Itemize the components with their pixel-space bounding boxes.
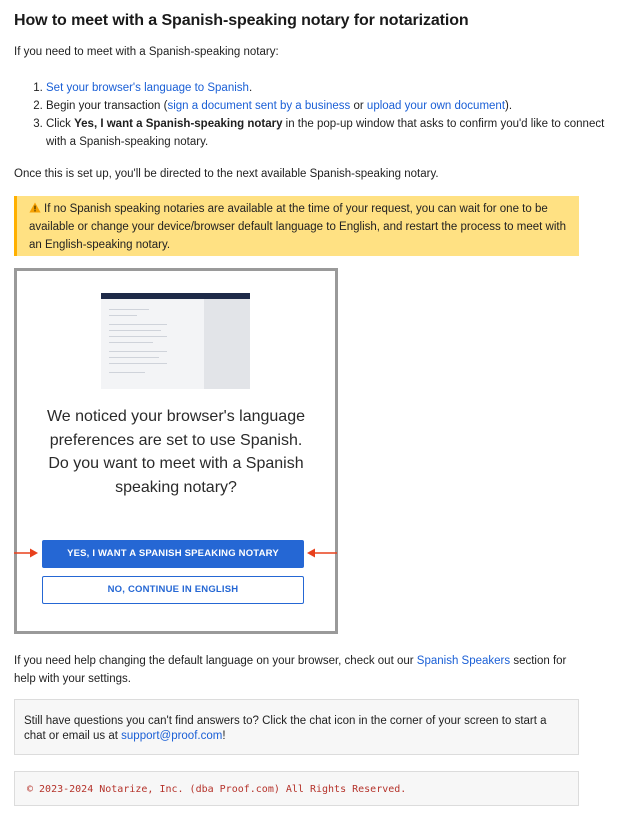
warning-callout [14, 196, 579, 256]
after-setup-text: Once this is set up, you'll be directed to the next available Spanish-speaking notary. [14, 168, 439, 180]
modal-question: We noticed your browser's language preferences are set to use Spanish. Do you want to meet with a Spanish speaking notary? [46, 408, 305, 496]
spanish-speakers-link[interactable]: Spanish Speakers [416, 655, 511, 667]
step-1: 1. Set your browser's language to Spanish. [46, 79, 606, 97]
copyright-text: © 2023-2024 Notarize, Inc. (dba Proof.com) All Rights Reserved. [27, 784, 407, 795]
arrow-right-icon [14, 547, 38, 559]
sign-document-link[interactable]: sign a document sent by a business [167, 100, 351, 112]
warning-text: If no Spanish speaking notaries are available at the time of your request, you can wait for one to be available or change your device/browser default language to English, and restart the process to meet with an English-speaking notary. [29, 203, 566, 251]
set-language-link[interactable]: Set your browser's language to Spanish [46, 82, 249, 94]
yes-spanish-notary-button[interactable]: YES, I WANT A SPANISH SPEAKING NOTARY [42, 540, 304, 568]
warning-icon [29, 202, 41, 213]
steps-list [14, 79, 606, 151]
copyright-box [14, 771, 579, 806]
step-2: 2. Begin your transaction (sign a document sent by a business or upload your own document). [46, 97, 606, 115]
modal-screenshot [14, 268, 338, 634]
help-text: If you need help changing the default language on your browser, check out our Spanish Speakers section for help with your settings. [14, 655, 567, 685]
document-preview-thumbnail [101, 293, 250, 389]
contact-box: Still have questions you can't find answers to? Click the chat icon in the corner of your screen to start a chat or email us at support@proof.com! [14, 699, 579, 755]
intro-text: If you need to meet with a Spanish-speaking notary: [14, 46, 279, 58]
page-title: How to meet with a Spanish-speaking notary for notarization [14, 12, 469, 29]
step-3: 3. Click Yes, I want a Spanish-speaking notary in the pop-up window that asks to confirm you'd like to connect with a Spanish-speaking notary. [46, 115, 606, 151]
support-email-link[interactable]: support@proof.com [121, 730, 223, 742]
arrow-left-icon [307, 547, 337, 559]
upload-document-link[interactable]: upload your own document [366, 100, 506, 112]
continue-english-button[interactable]: NO, CONTINUE IN ENGLISH [42, 576, 304, 604]
